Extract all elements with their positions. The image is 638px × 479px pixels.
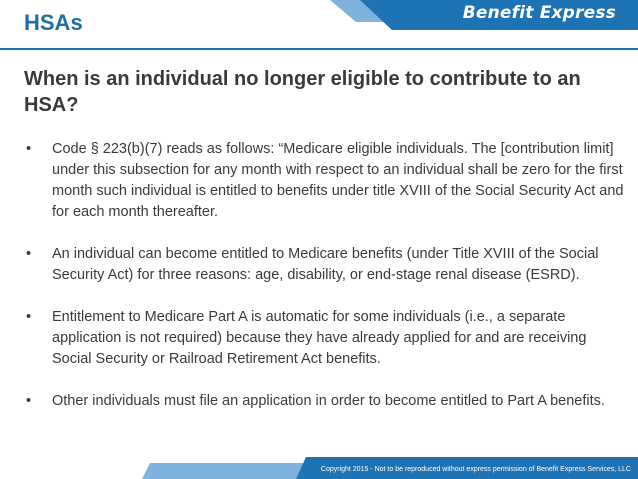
bullet-item: [24, 307, 624, 370]
bullet-text: An individual can become entitled to Medicare benefits (under Title XVIII of the Social Security Act) for three reasons: age, disability, or end-stage renal disease (ESRD).: [52, 246, 599, 283]
bullet-list: [24, 139, 624, 412]
bullet-item: [24, 244, 624, 286]
bullet-text: Other individuals must file an application in order to become entitled to Part A benefits.: [52, 393, 605, 409]
bullet-item: [24, 391, 624, 412]
bullet-marker: •: [26, 393, 32, 409]
slide-header: [0, 0, 638, 48]
bullet-text: Code § 223(b)(7) reads as follows: “Medicare eligible individuals. The [contribution limit] under this subsection for any month with respect to an individual shall be zero for the first month such individual is entitled to benefits under title XVIII of the Social Security Act and for each month thereafter.: [52, 141, 624, 220]
slide-footer: [0, 455, 638, 479]
bullet-marker: •: [26, 141, 32, 157]
header-divider: [0, 48, 638, 50]
bullet-item: [24, 139, 624, 223]
bullet-marker: •: [26, 309, 32, 325]
bullet-marker: •: [26, 246, 32, 262]
slide-heading: When is an individual no longer eligible to contribute to an HSA?: [24, 68, 581, 116]
copyright-notice: Copyright 2015 - Not to be reproduced without express permission of Benefit Express Services, LLC: [320, 466, 631, 473]
bullet-text: Entitlement to Medicare Part A is automatic for some individuals (i.e., a separate application is not required) because they have already applied for and are receiving Social Security or Railroad Retirement Act benefits.: [52, 309, 587, 367]
slide-section-title: HSAs: [24, 10, 83, 35]
benefit-express-logo: Benefit Express: [462, 3, 616, 23]
